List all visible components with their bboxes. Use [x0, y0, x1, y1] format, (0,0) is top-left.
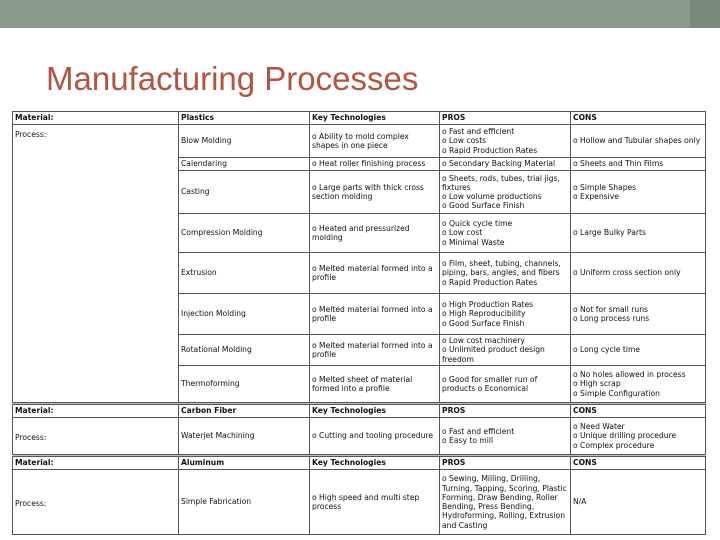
- key-technologies-header: Key Technologies: [310, 457, 440, 470]
- cons-header: CONS: [571, 112, 706, 125]
- pros-item: o Sewing, Milling, Drilling, Turning, Tapping, Scoring, Plastic Forming, Draw Bending, Roller Bending, Press Bending, Hydroforming, Rolling, Extrusion and Casting: [442, 474, 567, 530]
- key-technology: [310, 366, 440, 403]
- key-technology: [310, 158, 440, 171]
- pros-header: PROS: [440, 112, 571, 125]
- pros: [440, 366, 571, 403]
- material-name: Plastics: [179, 112, 310, 125]
- pros-item: o High Reproducibility: [442, 309, 526, 319]
- cons: [571, 335, 706, 366]
- process-name: Compression Molding: [179, 214, 310, 253]
- section-header-row: [13, 457, 706, 470]
- cons-header: CONS: [571, 457, 706, 470]
- table-row: [13, 470, 706, 535]
- top-bar-accent: [690, 0, 720, 28]
- cons: [571, 214, 706, 253]
- cons-item: o Not for small runs: [573, 304, 648, 314]
- pros: [440, 335, 571, 366]
- pros-item: o Low cost machinery: [442, 336, 525, 346]
- pros: [440, 418, 571, 455]
- top-decorative-bar: [0, 0, 720, 28]
- pros: [440, 294, 571, 335]
- process-name: Casting: [179, 171, 310, 214]
- pros: [440, 171, 571, 214]
- cons-item: o Need Water: [573, 422, 625, 432]
- slide-title: Manufacturing Processes: [46, 60, 419, 97]
- cons: [571, 158, 706, 171]
- pros-item: o Fast and efficient: [442, 127, 515, 137]
- key-technology: [310, 253, 440, 294]
- pros-item: o Fast and efficient: [442, 426, 515, 436]
- process-name: Waterjet Machining: [179, 418, 310, 455]
- cons-item: N/A: [573, 497, 587, 507]
- key-technology: [310, 335, 440, 366]
- key-technology: [310, 214, 440, 253]
- key-technology-item: o Melted material formed into a profile: [312, 340, 433, 359]
- pros-item: o High Production Rates: [442, 300, 534, 310]
- section-header-row: [13, 112, 706, 125]
- pros: [440, 470, 571, 535]
- pros-item: o Low cost: [442, 228, 483, 238]
- process-label: Process:: [13, 418, 179, 455]
- key-technology-item: o Large parts with thick cross section molding: [312, 182, 424, 201]
- pros: [440, 125, 571, 158]
- key-technology-item: o Melted sheet of material formed into a profile: [312, 374, 413, 393]
- cons-item: o Simple Configuration: [573, 388, 660, 398]
- pros-item: o Sheets, rods, tubes, trial jigs, fixtures: [442, 173, 560, 192]
- cons-item: o High scrap: [573, 379, 621, 389]
- pros-item: o Good Surface Finish: [442, 318, 525, 328]
- section-header-row: [13, 405, 706, 418]
- key-technology-item: o High speed and multi step process: [312, 492, 420, 511]
- cons-item: o Unique drilling procedure: [573, 431, 677, 441]
- key-technologies-header: Key Technologies: [310, 405, 440, 418]
- pros-item: o Minimal Waste: [442, 237, 505, 247]
- pros: [440, 253, 571, 294]
- key-technology-item: o Heat roller finishing process: [312, 159, 426, 169]
- process-label: Process:: [13, 470, 179, 535]
- key-technologies-header: Key Technologies: [310, 112, 440, 125]
- cons-item: o Simple Shapes: [573, 182, 637, 192]
- key-technology: [310, 294, 440, 335]
- cons-item: o Expensive: [573, 192, 619, 201]
- table-row: [13, 125, 706, 158]
- table-row: [13, 418, 706, 455]
- pros-item: o Secondary Backing Material: [442, 159, 556, 169]
- cons-item: o No holes allowed in process: [573, 370, 686, 380]
- pros-item: o Rapid Production Rates: [442, 277, 538, 287]
- cons-header: CONS: [571, 405, 706, 418]
- key-technology-item: o Ability to mold complex shapes in one piece: [312, 131, 409, 150]
- pros-item: o Film, sheet, tubing, channels, piping, bars, angles, and fibers: [442, 259, 561, 278]
- cons-item: o Large Bulky Parts: [573, 228, 646, 238]
- cons-item: o Long cycle time: [573, 345, 641, 355]
- key-technology: [310, 470, 440, 535]
- pros-item: o Rapid Production Rates: [442, 145, 538, 155]
- process-name: Injection Molding: [179, 294, 310, 335]
- key-technology: [310, 171, 440, 214]
- pros-item: o Good for smaller run of products o Economical: [442, 374, 538, 393]
- key-technology: [310, 418, 440, 455]
- process-name: Calendaring: [179, 158, 310, 171]
- pros-item: o Easy to mill: [442, 436, 494, 445]
- material-label: Material:: [13, 457, 179, 470]
- pros-header: PROS: [440, 457, 571, 470]
- key-technology-item: o Cutting and tooling procedure: [312, 431, 434, 441]
- cons-item: o Complex procedure: [573, 440, 655, 450]
- key-technology-item: o Melted material formed into a profile: [312, 304, 433, 323]
- cons: [571, 366, 706, 403]
- process-name: Simple Fabrication: [179, 470, 310, 535]
- key-technology: [310, 125, 440, 158]
- pros-item: o Good Surface Finish: [442, 201, 525, 211]
- material-label: Material:: [13, 405, 179, 418]
- pros-item: o Low costs: [442, 136, 487, 146]
- cons: [571, 418, 706, 455]
- key-technology-item: o Heated and pressurized molding: [312, 223, 410, 242]
- pros: [440, 214, 571, 253]
- process-name: Blow Molding: [179, 125, 310, 158]
- cons: [571, 294, 706, 335]
- pros: [440, 158, 571, 171]
- cons-item: o Long process runs: [573, 314, 650, 323]
- process-name: Rotational Molding: [179, 335, 310, 366]
- process-name: Extrusion: [179, 253, 310, 294]
- pros-item: o Quick cycle time: [442, 219, 513, 229]
- material-name: Carbon Fiber: [179, 405, 310, 418]
- cons: [571, 253, 706, 294]
- cons: [571, 125, 706, 158]
- cons-item: o Uniform cross section only: [573, 268, 681, 278]
- cons-item: o Hollow and Tubular shapes only: [573, 136, 701, 146]
- process-label: Process:: [13, 125, 179, 403]
- key-technology-item: o Melted material formed into a profile: [312, 263, 433, 282]
- cons: [571, 470, 706, 535]
- material-name: Aluminum: [179, 457, 310, 470]
- manufacturing-processes-table: [12, 111, 706, 535]
- cons-item: o Sheets and Thin Films: [573, 159, 664, 169]
- pros-header: PROS: [440, 405, 571, 418]
- pros-item: o Unlimited product design freedom: [442, 345, 545, 364]
- cons: [571, 171, 706, 214]
- process-name: Thermoforming: [179, 366, 310, 403]
- pros-item: o Low volume productions: [442, 192, 542, 201]
- material-label: Material:: [13, 112, 179, 125]
